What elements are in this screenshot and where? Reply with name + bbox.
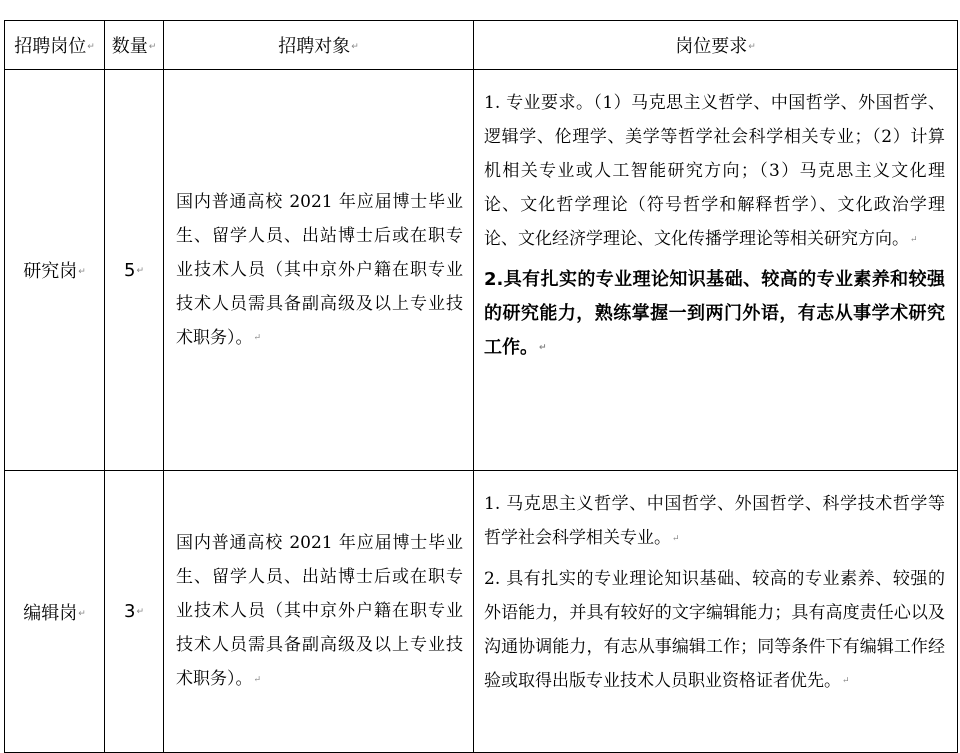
header-row [5,21,958,70]
paragraph-mark-icon: ↵ [539,342,547,353]
table-row [5,471,958,753]
paragraph-mark-icon: ↵ [136,607,144,617]
recruitment-table [4,20,958,753]
requirements-cell [474,471,958,753]
requirement-paragraph: 2.具有扎实的专业理论知识基础、较高的专业素养和较强的研究能力，熟练掌握一到两门外语，有志从事学术研究工作。↵ [484,268,945,358]
position-cell: 编辑岗↵ [5,471,105,753]
header-requirements: 岗位要求↵ [474,21,958,70]
header-position: 招聘岗位↵ [5,21,105,70]
requirement-paragraph: 1. 专业要求。（1）马克思主义哲学、中国哲学、外国哲学、逻辑学、伦理学、美学等哲学社会科学相关专业；（2）计算机相关专业或人工智能研究方向；（3）马克思主义文化理论、文化哲学理论（符号哲学和解释哲学）、文化政治学理论、文化经济学理论、文化传播学理论等相关研究方向。↵ [484,93,945,249]
quantity-cell: 5↵ [105,70,164,471]
paragraph-mark-icon: ↵ [78,608,86,619]
quantity-cell: 3↵ [105,471,164,753]
header-target: 招聘对象↵ [164,21,474,70]
paragraph-mark-icon: ↵ [672,533,680,544]
target-cell: 国内普通高校 2021 年应届博士毕业生、留学人员、出站博士后或在职专业技术人员（其中京外户籍在职专业技术人员需具备副高级及以上专业技术职务）。↵ [164,70,474,471]
requirement-paragraph: 2. 具有扎实的专业理论知识基础、较高的专业素养、较强的外语能力，并具有较好的文字编辑能力；具有高度责任心以及沟通协调能力，有志从事编辑工作；同等条件下有编辑工作经验或取得出版专业技术人员职业资格证者优先。↵ [484,568,945,691]
paragraph-mark-icon: ↵ [136,265,144,276]
requirement-paragraph: 1. 马克思主义哲学、中国哲学、外国哲学、科学技术哲学等哲学社会科学相关专业。↵ [484,494,945,548]
requirements-cell [474,70,958,471]
paragraph-mark-icon: ↵ [148,42,157,52]
paragraph-mark-icon: ↵ [253,333,262,344]
paragraph-mark-icon: ↵ [78,267,86,277]
target-cell: 国内普通高校 2021 年应届博士毕业生、留学人员、出站博士后或在职专业技术人员（其中京外户籍在职专业技术人员需具备副高级及以上专业技术职务）。↵ [164,471,474,753]
paragraph-mark-icon: ↵ [87,42,95,52]
table-row [5,70,958,471]
paragraph-mark-icon: ↵ [253,674,262,685]
position-cell: 研究岗↵ [5,70,105,471]
paragraph-mark-icon: ↵ [910,234,918,245]
paragraph-mark-icon: ↵ [842,676,850,686]
paragraph-mark-icon: ↵ [748,42,756,52]
paragraph-mark-icon: ↵ [351,42,359,52]
header-quantity: 数量↵ [105,21,164,70]
